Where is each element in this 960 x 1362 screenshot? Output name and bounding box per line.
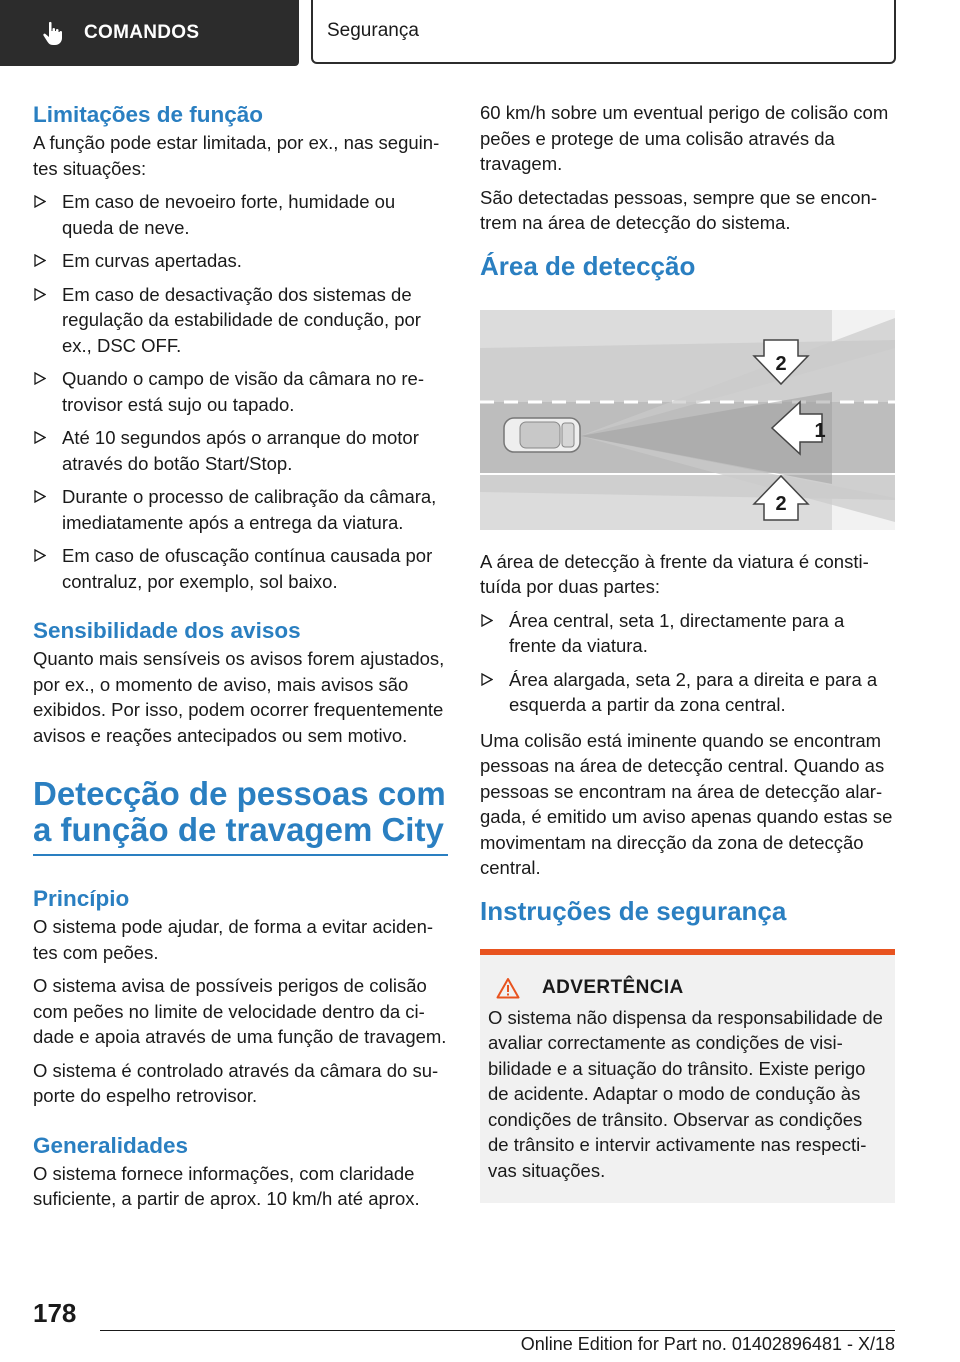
triangle-bullet-icon [481, 614, 493, 627]
warning-text: O sistema não dispensa da responsabilidade de avaliar correctamente as condições de visibilidade e a situação do trânsito. Existe perigo de acidente. Adaptar o modo de condução às condições de trânsito. Observar as condições de trânsito e intervir activamente nas respectivas situações. [488, 1006, 883, 1181]
list-item: Quando o campo de visão da câmara no retrovisor está sujo ou tapado. [33, 366, 448, 417]
car-icon [504, 418, 580, 452]
warning-header [488, 977, 885, 999]
paragraph-general: O sistema fornece informações, com claridade suficiente, a partir de aprox. 10 km/h até aprox. [33, 1162, 420, 1209]
arrow-2-top-label: 2 [775, 352, 787, 375]
list-item: Em curvas apertadas. [33, 248, 448, 274]
paragraph-collision: Uma colisão está iminente quando se encontram pessoas na área de detecção central. Quando as pessoas se encontram na área de detecção alargada, é emitido um aviso apenas quando estas se movimentam na direcção da zona de detecção central. [480, 729, 893, 878]
footer-edition: Online Edition for Part no. 01402896481 - X/18 [520, 1334, 895, 1354]
chapter-tab [311, 0, 896, 64]
warning-triangle-icon [496, 977, 520, 999]
triangle-bullet-icon [34, 431, 46, 444]
triangle-bullet-icon [34, 372, 46, 385]
heading-main: Detecção de pessoas com a função de travagem City [33, 776, 448, 856]
paragraph-area: A área de detecção à frente da viatura é constituída por duas partes: [480, 550, 869, 597]
heading-sensitivity: Sensibilidade dos avisos [33, 618, 301, 643]
arrow-2-bottom-label: 2 [775, 492, 787, 515]
triangle-bullet-icon [34, 254, 46, 267]
limitations-list [33, 189, 448, 594]
heading-general: Generalidades [33, 1132, 189, 1158]
footer-divider [100, 1330, 895, 1331]
list-item: Área central, seta 1, directamente para a frente da viatura. [480, 608, 895, 659]
paragraph-principle-1: O sistema pode ajudar, de forma a evitar acidentes com peões. [33, 916, 434, 963]
list-item: Área alargada, seta 2, para a direita e para a esquerda a partir da zona central. [480, 667, 895, 718]
paragraph-limitations: A função pode estar limitada, por ex., nas seguintes situações: [33, 132, 440, 179]
heading-safety: Instruções de segurança [480, 895, 787, 926]
heading-detection-area: Área de detecção [480, 250, 696, 281]
section-tab [0, 0, 299, 66]
paragraph-continuation-1: 60 km/h sobre um eventual perigo de colisão com peões e protege de uma colisão através da travagem. [480, 102, 889, 174]
paragraph-sensitivity: Quanto mais sensíveis os avisos forem ajustados, por ex., o momento de aviso, mais avisos são exibidos. Por isso, podem ocorrer frequentemente avisos e reações antecipados ou sem motivo. [33, 648, 445, 746]
arrow-1-label: 1 [814, 419, 826, 442]
page-number: 178 [33, 1298, 77, 1328]
section-tab-label: COMANDOS [84, 22, 200, 43]
warning-title: ADVERTÊNCIA [542, 976, 684, 998]
triangle-bullet-icon [34, 195, 46, 208]
heading-principle: Princípio [33, 886, 130, 911]
paragraph-principle-3: O sistema é controlado através da câmara do suporte do espelho retrovisor. [33, 1059, 439, 1106]
left-column [33, 100, 448, 1220]
area-list [480, 608, 895, 718]
list-item: Durante o processo de calibração da câmara, imediatamente após a entrega da viatura. [33, 484, 448, 535]
warning-box [480, 949, 895, 1204]
triangle-bullet-icon [481, 673, 493, 686]
triangle-bullet-icon [34, 288, 46, 301]
paragraph-principle-2: O sistema avisa de possíveis perigos de colisão com peões no limite de velocidade dentro da cidade e apoia através de uma função de travagem. [33, 975, 447, 1047]
page-header [0, 0, 960, 66]
heading-limitations: Limitações de função [33, 102, 264, 127]
list-item: Em caso de desactivação dos sistemas de regulação da estabilidade de condução, por ex., DSC OFF. [33, 282, 448, 359]
list-item: Em caso de ofuscação contínua causada por contraluz, por exemplo, sol baixo. [33, 543, 448, 594]
triangle-bullet-icon [34, 549, 46, 562]
list-item: Em caso de nevoeiro forte, humidade ou queda de neve. [33, 189, 448, 240]
chapter-tab-label: Segurança [327, 20, 419, 41]
triangle-bullet-icon [34, 490, 46, 503]
list-item: Até 10 segundos após o arranque do motor através do botão Start/Stop. [33, 425, 448, 476]
right-column [480, 100, 895, 1203]
detection-area-figure [480, 310, 895, 530]
paragraph-continuation-2: São detectadas pessoas, sempre que se encontrem na área de detecção do sistema. [480, 186, 877, 233]
pointing-hand-icon [40, 20, 66, 46]
